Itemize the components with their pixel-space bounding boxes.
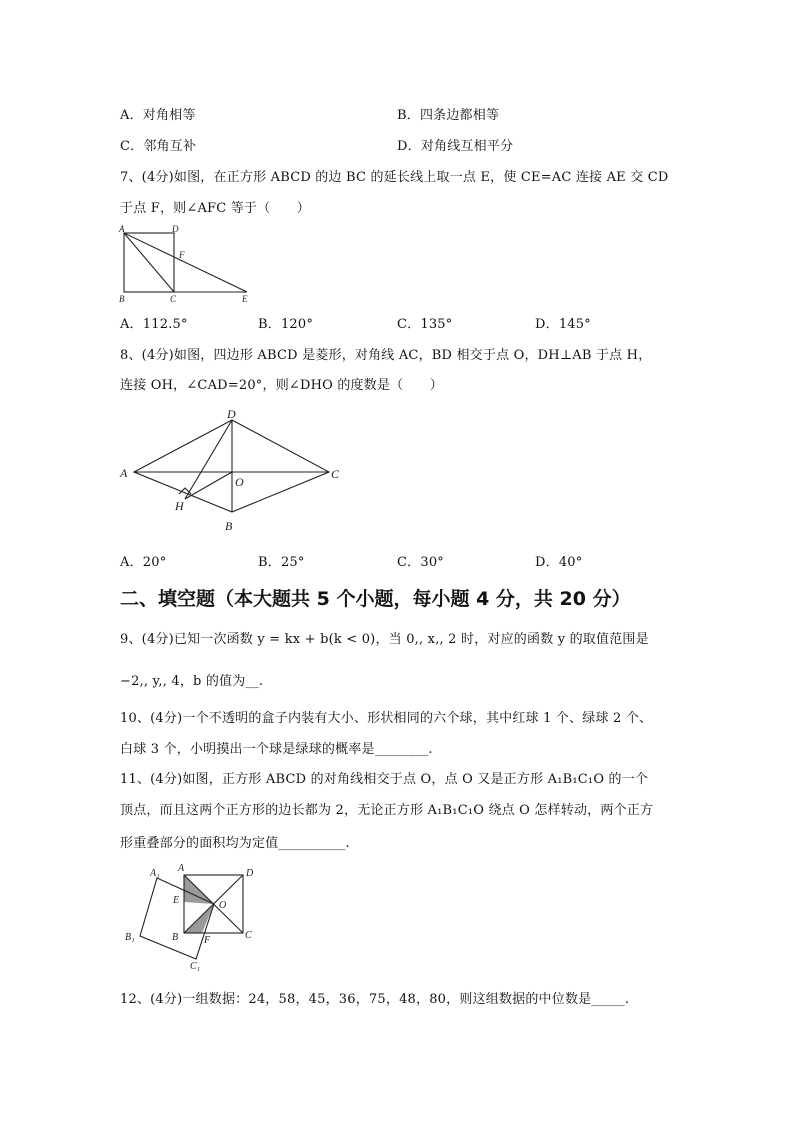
q11-label-o: O bbox=[219, 900, 227, 911]
q7-diagonal-ac bbox=[124, 233, 174, 292]
q7-label-a: A bbox=[119, 224, 125, 234]
q11-label-a1: A₁ bbox=[150, 868, 160, 879]
q11-label-c: C bbox=[245, 930, 252, 941]
q7-option-a: A．112.5° bbox=[120, 317, 188, 332]
q8-stem-line1: 8、(4分)如图，四边形 ABCD 是菱形，对角线 AC，BD 相交于点 O，DH⊥AB 于点 H， bbox=[120, 348, 652, 363]
section-title: 二、填空题（本大题共 5 个小题，每小题 4 分，共 20 分） bbox=[120, 588, 631, 610]
q8-line-oh bbox=[185, 472, 232, 499]
q7-stem-line2: 于点 F，则∠AFC 等于（ ） bbox=[120, 201, 310, 216]
q11-label-a: A bbox=[178, 863, 185, 874]
q6-option-d: D．对角线互相平分 bbox=[397, 139, 514, 154]
q7-line-ae bbox=[124, 233, 247, 292]
q8-figure bbox=[115, 402, 355, 542]
q7-option-d: D．145° bbox=[535, 317, 591, 332]
q7-label-b: B bbox=[119, 294, 125, 304]
q11-stem-line2: 顶点，而且这两个正方形的边长都为 2，无论正方形 A₁B₁C₁O 绕点 O 怎样转动，两个正方 bbox=[120, 803, 654, 818]
q8-label-c: C bbox=[331, 467, 340, 481]
q7-option-b: B．120° bbox=[258, 317, 314, 332]
q7-label-c: C bbox=[170, 294, 177, 304]
q7-label-f: F bbox=[179, 250, 185, 260]
q6-option-a: A．对角相等 bbox=[120, 108, 196, 123]
q8-stem-line2: 连接 OH，∠CAD=20°，则∠DHO 的度数是（ ） bbox=[120, 378, 443, 393]
q8-label-a: A bbox=[120, 466, 128, 480]
q11-stem-line1: 11、(4分)如图，正方形 ABCD 的对角线相交于点 O，点 O 又是正方形 A₁B₁C₁O 的一个 bbox=[120, 772, 649, 787]
q9-stem-line1: 9、(4分)已知一次函数 y = kx + b(k < 0)，当 0,, x,, 2 时，对应的函数 y 的取值范围是 bbox=[120, 632, 649, 647]
q10-stem-line2: 白球 3 个，小明摸出一个球是绿球的概率是________. bbox=[120, 742, 433, 757]
q6-option-b: B．四条边都相等 bbox=[397, 108, 500, 123]
q11-stem-line3: 形重叠部分的面积均为定值__________. bbox=[120, 836, 350, 851]
q11-label-d: D bbox=[246, 868, 254, 879]
q8-label-h: H bbox=[175, 499, 184, 513]
q11-label-c1: C₁ bbox=[190, 961, 201, 972]
q11-label-f: F bbox=[204, 935, 211, 946]
q11-label-e: E bbox=[173, 895, 180, 906]
q7-option-c: C．135° bbox=[397, 317, 453, 332]
q7-stem-line1: 7、(4分)如图，在正方形 ABCD 的边 BC 的延长线上取一点 E，使 CE=AC 连接 AE 交 CD bbox=[120, 170, 669, 185]
q7-label-e: E bbox=[242, 294, 248, 304]
q8-option-d: D．40° bbox=[535, 555, 583, 570]
q8-option-a: A．20° bbox=[120, 555, 167, 570]
q10-stem-line1: 10、(4分)一个不透明的盒子内装有大小、形状相同的六个球，其中红球 1 个、绿球 2 个、 bbox=[120, 711, 653, 726]
q8-label-b: B bbox=[225, 519, 233, 533]
q8-label-o: O bbox=[235, 475, 244, 489]
q8-option-b: B．25° bbox=[258, 555, 305, 570]
q11-figure bbox=[118, 858, 268, 973]
q8-option-c: C．30° bbox=[397, 555, 444, 570]
q11-label-b1: B₁ bbox=[125, 932, 135, 943]
q9-stem-line2: −2,, y,, 4，b 的值为__. bbox=[120, 674, 264, 689]
q6-option-c: C．邻角互补 bbox=[120, 139, 197, 154]
q8-label-d: D bbox=[227, 407, 236, 421]
q7-figure bbox=[112, 222, 262, 304]
q11-label-b: B bbox=[172, 932, 179, 943]
q7-label-d: D bbox=[172, 224, 179, 234]
q12-stem-line1: 12、(4分)一组数据：24，58，45，36，75，48，80，则这组数据的中位数是_____. bbox=[120, 992, 630, 1007]
